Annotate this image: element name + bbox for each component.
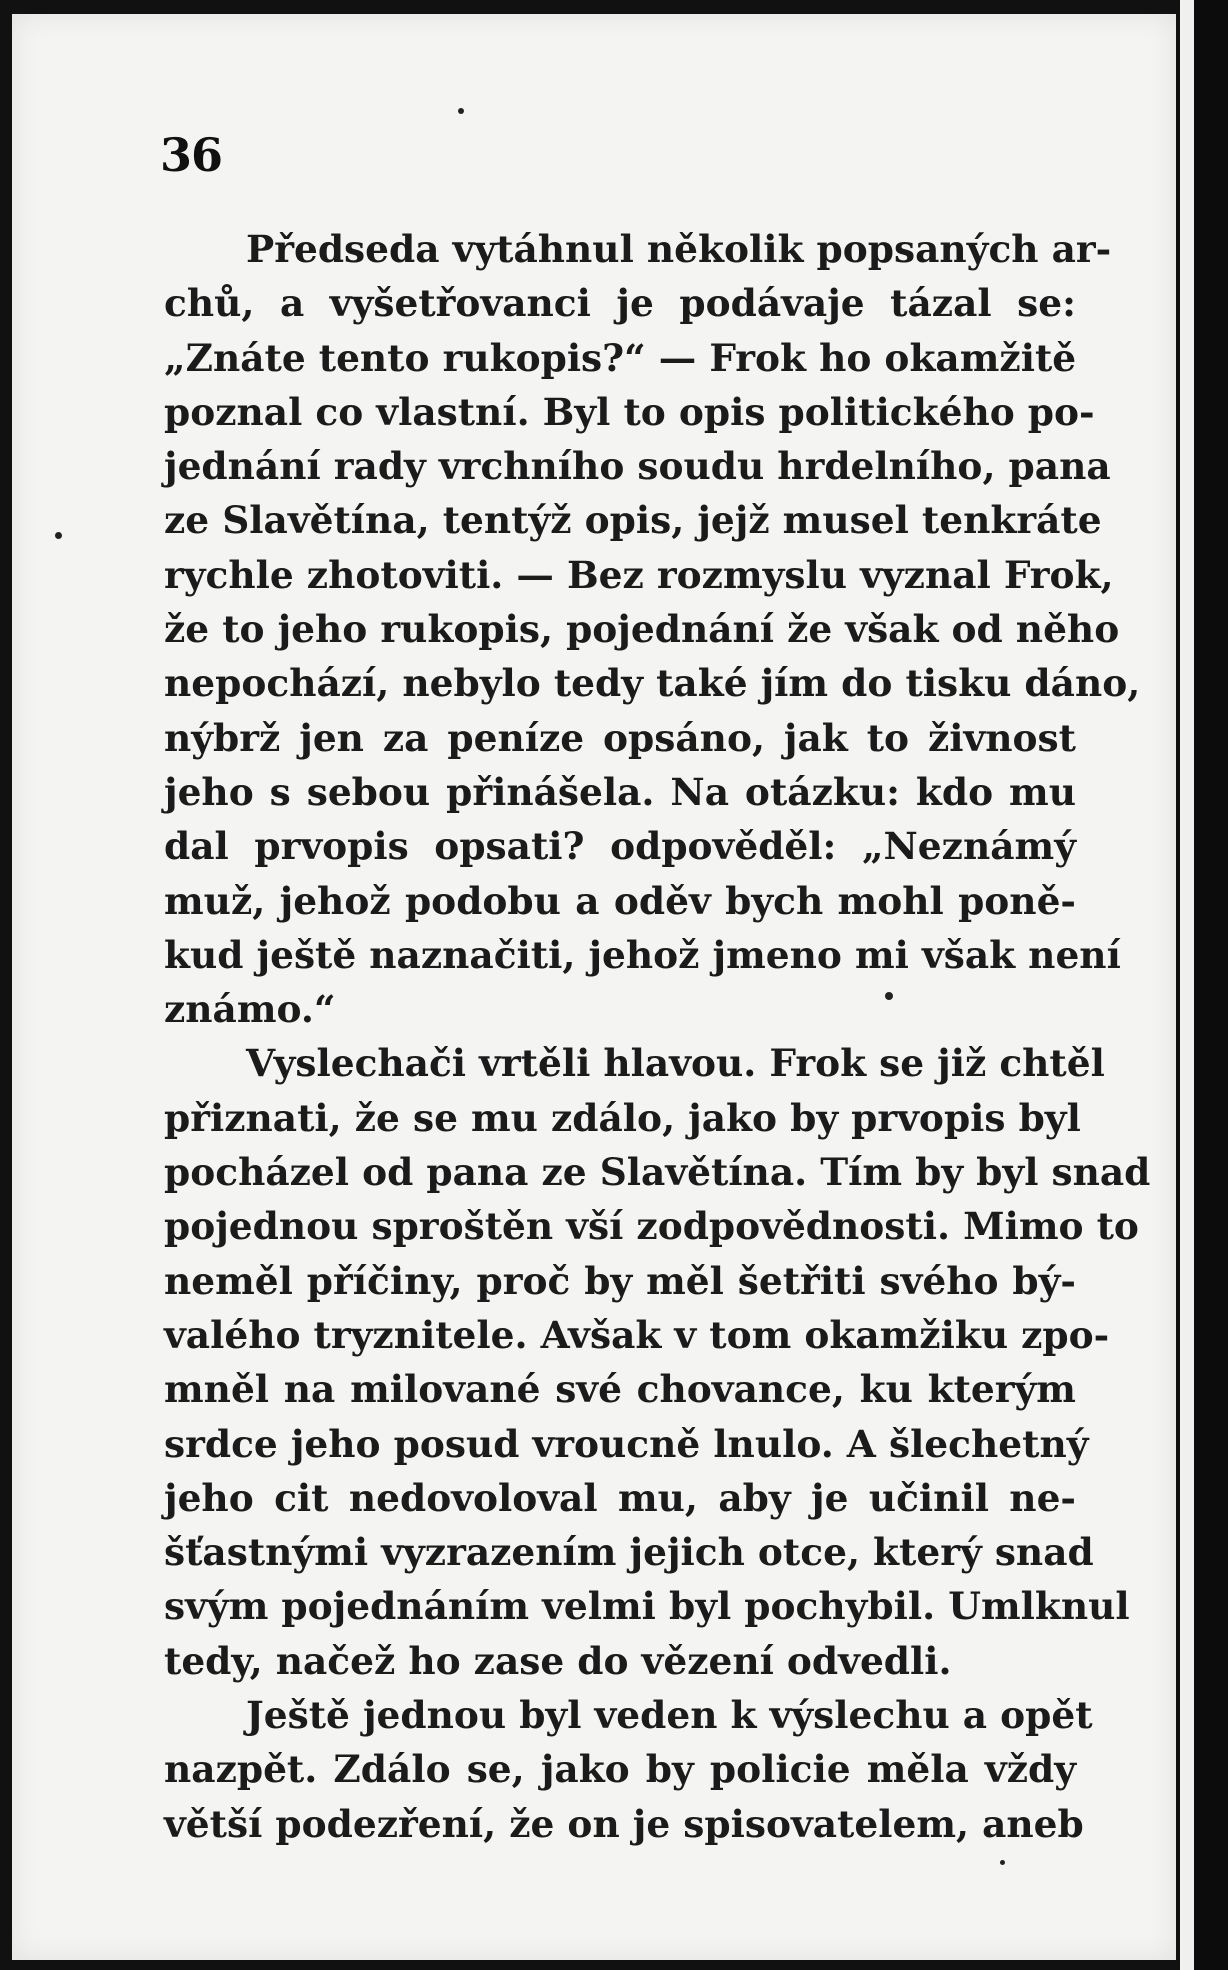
body-text	[164, 222, 1151, 1851]
page-edge	[1180, 0, 1194, 1970]
text-line: jednání rady vrchního soudu hrdelního, pana	[164, 444, 1111, 489]
text-line: přiznati, že se mu zdálo, jako by prvopis byl	[164, 1095, 1081, 1140]
text-line: kud ještě naznačiti, jehož jmeno mi však není	[164, 932, 1121, 977]
text-line: Předseda vytáhnul několik popsaných ar-	[246, 227, 1112, 271]
text-line: nýbrž jen za peníze opsáno, jak to živnost	[164, 715, 1076, 760]
ink-speck	[458, 108, 464, 114]
text-line: „Znáte tento rukopis?“ — Frok ho okamžitě	[164, 335, 1077, 380]
text-line: pocházel od pana ze Slavětína. Tím by byl snad	[164, 1150, 1151, 1195]
text-line: valého tryznitele. Avšak v tom okamžiku zpo-	[164, 1312, 1110, 1357]
binding-shadow	[1194, 0, 1228, 1970]
ink-speck	[55, 532, 62, 539]
text-line: neměl příčiny, proč by měl šetřiti svého bý-	[164, 1258, 1076, 1303]
text-line: jeho s sebou přinášela. Na otázku: kdo mu	[164, 769, 1076, 814]
text-line: srdce jeho posud vroucně lnulo. A šlechetný	[164, 1421, 1089, 1466]
text-line: mněl na milované své chovance, ku kterým	[164, 1367, 1076, 1412]
text-line: svým pojednáním velmi byl pochybil. Umlknul	[164, 1584, 1130, 1629]
ink-speck	[1000, 1860, 1005, 1865]
text-line: šťastnými vyzrazením jejich otce, který snad	[164, 1530, 1094, 1575]
text-line: nazpět. Zdálo se, jako by policie měla vždy	[164, 1747, 1076, 1792]
text-line: větší podezření, že on je spisovatelem, aneb	[164, 1801, 1084, 1846]
text-line: tedy, načež ho zase do vězení odvedli.	[164, 1638, 952, 1683]
text-line: poznal co vlastní. Byl to opis politického po-	[164, 389, 1095, 434]
text-line: že to jeho rukopis, pojednání že však od něho	[164, 607, 1120, 652]
text-line: Vyslechači vrtěli hlavou. Frok se již chtěl	[246, 1041, 1105, 1086]
text-line: pojednou sproštěn vší zodpovědnosti. Mimo to	[164, 1204, 1139, 1249]
text-line: chů, a vyšetřovanci je podávaje tázal se:	[164, 281, 1076, 326]
text-line: dal prvopis opsati? odpověděl: „Neznámý	[164, 824, 1076, 869]
text-line: ze Slavětína, tentýž opis, jejž musel tenkráte	[164, 498, 1102, 543]
text-line: rychle zhotoviti. — Bez rozmyslu vyznal Frok,	[164, 552, 1114, 597]
text-line: jeho cit nedovoloval mu, aby je učinil ne-	[164, 1475, 1076, 1520]
text-line: známo.“	[164, 987, 336, 1032]
text-line: Ještě jednou byl veden k výslechu a opět	[246, 1693, 1093, 1738]
page-number: 36	[160, 128, 223, 182]
text-line: muž, jehož podobu a oděv bych mohl poně-	[164, 878, 1076, 923]
text-line: nepochází, nebylo tedy také jím do tisku dáno,	[164, 661, 1141, 706]
